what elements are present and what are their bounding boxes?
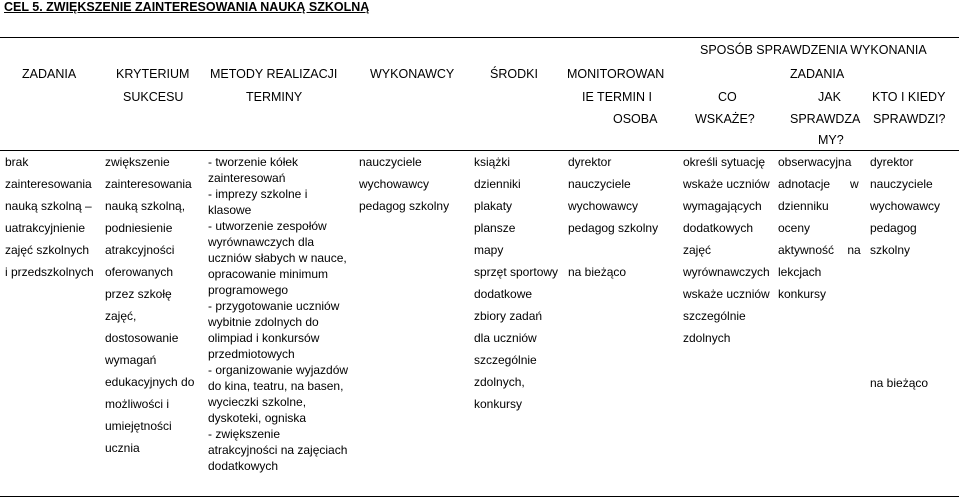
column-kryterium	[105, 155, 194, 455]
header-srodki: ŚRODKI	[490, 67, 538, 81]
cell-text: nauczyciele	[870, 177, 933, 191]
cell-text: wyrównawczych	[683, 265, 770, 279]
header-metody: METODY REALIZACJI	[210, 67, 338, 81]
cell-text: atrakcyjności na zajęciach	[208, 443, 348, 457]
cell-text	[568, 243, 658, 257]
table-top-border	[0, 37, 959, 38]
cell-text: pedagog szkolny	[568, 221, 659, 235]
cell-text: konkursy	[778, 287, 827, 301]
header-zadania: ZADANIA	[22, 67, 77, 81]
cell-text: do kina, teatru, na basen,	[208, 379, 344, 393]
column-jak	[778, 155, 861, 301]
cell-text: szkolny	[870, 243, 911, 257]
header-co-2: WSKAŻE?	[695, 112, 755, 126]
cell-text: adnotacje w	[778, 177, 859, 191]
cell-text: dodatkowych	[683, 221, 754, 235]
cell-text: pedagog szkolny	[359, 199, 450, 213]
header-sposob: SPOSÓB SPRAWDZENIA WYKONANIA	[700, 43, 927, 57]
header-monitorowanie: MONITOROWAN	[567, 67, 665, 81]
cell-text: ucznia	[105, 441, 140, 455]
cell-text: oceny	[778, 221, 811, 235]
header-wykonawcy: WYKONAWCY	[370, 67, 455, 81]
cell-text: zdolnych,	[474, 375, 525, 389]
cell-text: wycieczki szkolne,	[208, 395, 307, 409]
cell-text: edukacyjnych do	[105, 375, 195, 389]
cell-text: olimpiad i konkursów	[208, 331, 320, 345]
cell-text: dostosowanie	[105, 331, 179, 345]
column-monitorowanie	[568, 155, 658, 279]
cell-text: dla uczniów	[474, 331, 537, 345]
header-kryterium-2: SUKCESU	[123, 90, 184, 104]
cell-text: przez szkołę	[105, 287, 172, 301]
header-jak: JAK	[818, 90, 841, 104]
cell-text: dyrektor	[870, 155, 914, 169]
cell-text: i przedszkolnych	[5, 265, 94, 279]
header-kryterium: KRYTERIUM	[116, 67, 190, 81]
header-monitorowanie-2: IE TERMIN I	[582, 90, 652, 104]
cell-text: zainteresowania	[5, 177, 92, 191]
cell-text: obserwacyjna	[778, 155, 852, 169]
cell-text: zbiory zadań	[474, 309, 543, 323]
column-zadania	[5, 155, 94, 279]
header-jak-2: SPRAWDZA	[790, 112, 861, 126]
cell-text: wymagań	[105, 353, 157, 367]
cell-text: dyrektor	[568, 155, 612, 169]
cell-kto-na-biezaco: na bieżąco	[870, 376, 929, 390]
cell-text: aktywność na	[778, 243, 861, 257]
cell-text: brak	[5, 155, 29, 169]
cell-text: oferowanych	[105, 265, 174, 279]
header-bottom-border	[0, 150, 959, 151]
cell-text: zainteresowań	[208, 171, 286, 185]
cell-text: książki	[474, 155, 511, 169]
cell-text: dzienniku	[778, 199, 829, 213]
cell-text: - imprezy szkolne i	[208, 187, 308, 201]
cell-text: sprzęt sportowy	[474, 265, 559, 279]
cell-text: dodatkowych	[208, 459, 279, 473]
cell-text: nauczyciele	[568, 177, 631, 191]
cell-text: nauczyciele	[359, 155, 422, 169]
header-kto: KTO I KIEDY	[872, 90, 946, 104]
cell-text: uatrakcyjnienie	[5, 221, 86, 235]
cell-text: uczniów słabych w nauce,	[208, 251, 347, 265]
header-terminy: TERMINY	[246, 90, 303, 104]
cell-text: wskaże uczniów	[683, 177, 770, 191]
cell-text: wychowawcy	[359, 177, 430, 191]
cell-text: dzienniki	[474, 177, 521, 191]
cell-text: dodatkowe	[474, 287, 533, 301]
column-metody	[208, 155, 348, 473]
cell-text: podniesienie	[105, 221, 173, 235]
cell-text: zainteresowania	[105, 177, 192, 191]
cell-text: wychowawcy	[568, 199, 639, 213]
cell-text: mapy	[474, 243, 504, 257]
header-co: CO	[718, 90, 737, 104]
cell-text: - zwiększenie	[208, 427, 281, 441]
cell-text: nauką szkolną,	[105, 199, 186, 213]
cell-text: programowego	[208, 283, 289, 297]
column-co	[683, 155, 770, 345]
column-kto	[870, 155, 940, 257]
cell-text: zajęć szkolnych	[5, 243, 90, 257]
cell-text: zajęć,	[105, 309, 137, 323]
header-monitorowanie-3: OSOBA	[613, 112, 658, 126]
cell-text: określi sytuację	[683, 155, 766, 169]
page-title: CEL 5. ZWIĘKSZENIE ZAINTERESOWANIA NAUKĄ SZKOLNĄ	[4, 0, 370, 14]
cell-text: dyskoteki, ogniska	[208, 411, 307, 425]
header-jak-3: MY?	[818, 133, 844, 147]
cell-text: szczególnie	[474, 353, 537, 367]
cell-text: pedagog	[870, 221, 917, 235]
cell-text: wychowawcy	[870, 199, 941, 213]
cell-text: nauką szkolną –	[5, 199, 92, 213]
header-sposob-2: ZADANIA	[790, 67, 845, 81]
cell-text: plansze	[474, 221, 516, 235]
cell-text: zdolnych	[683, 331, 731, 345]
cell-text: wymagających	[683, 199, 762, 213]
cell-text: - utworzenie zespołów	[208, 219, 327, 233]
cell-text: lekcjach	[778, 265, 822, 279]
cell-text: możliwości i	[105, 397, 170, 411]
cell-text: na bieżąco	[568, 265, 627, 279]
cell-text: zwiększenie	[105, 155, 170, 169]
cell-text: szczególnie	[683, 309, 746, 323]
cell-text: konkursy	[474, 397, 523, 411]
column-srodki	[474, 155, 558, 411]
cell-text: - organizowanie wyjazdów	[208, 363, 349, 377]
cell-text: - tworzenie kółek	[208, 155, 299, 169]
cell-text: klasowe	[208, 203, 252, 217]
cell-text: wyrównawczych dla	[208, 235, 315, 249]
column-wykonawcy	[359, 155, 449, 213]
header-kto-2: SPRAWDZI?	[873, 112, 946, 126]
cell-text: przedmiotowych	[208, 347, 295, 361]
cell-text: zajęć	[683, 243, 712, 257]
cell-text: wskaże uczniów	[683, 287, 770, 301]
cell-text: opracowanie minimum	[208, 267, 329, 281]
cell-text: plakaty	[474, 199, 513, 213]
cell-text: umiejętności	[105, 419, 172, 433]
cell-text: - przygotowanie uczniów	[208, 299, 340, 313]
cell-text: atrakcyjności	[105, 243, 175, 257]
cell-text: wybitnie zdolnych do	[208, 315, 319, 329]
